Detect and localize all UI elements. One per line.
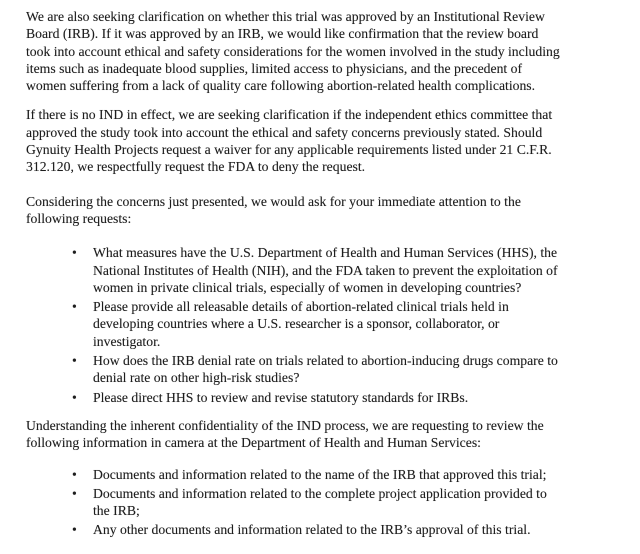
list-item: [72, 298, 628, 350]
bullet-line: Please provide all releasable details of abortion-related clinical trials held in: [93, 299, 509, 315]
list-item: [72, 389, 628, 406]
paragraph-line: Considering the concerns just presented, we would ask for your immediate attention to the: [26, 193, 521, 209]
bullet-line: women in private clinical trials, especially of women in developing countries?: [93, 279, 522, 295]
bullet-marker: •: [72, 245, 77, 261]
bullet-marker: •: [72, 353, 77, 369]
bullet-line: Documents and information related to the name of the IRB that approved this trial;: [93, 466, 547, 482]
list-item: [72, 521, 628, 538]
paragraph-line: If there is no IND in effect, we are seeking clarification if the independent ethics committee that: [26, 107, 553, 123]
paragraph-line: Understanding the inherent confidentiality of the IND process, we are requesting to review the: [26, 417, 544, 433]
bullet-line: Any other documents and information related to the IRB’s approval of this trial.: [93, 522, 531, 538]
list-item-text: [93, 389, 468, 406]
bullet-line: How does the IRB denial rate on trials related to abortion-inducing drugs compare to: [93, 353, 558, 369]
list-item: [72, 244, 628, 296]
list-item-text: [93, 244, 558, 296]
bullet-line: What measures have the U.S. Department of Health and Human Services (HHS), the: [93, 245, 558, 261]
bullet-line: National Institutes of Health (NIH), and the FDA taken to prevent the exploitation of: [93, 262, 558, 278]
bullet-line: Documents and information related to the complete project application provided to: [93, 485, 547, 501]
bullet-marker: •: [72, 299, 77, 315]
list-item-text: [93, 352, 558, 387]
paragraph-line: We are also seeking clarification on whether this trial was approved by an Institutional Review: [26, 9, 545, 24]
bullet-marker: •: [72, 522, 77, 538]
paragraph-line: Gynuity Health Projects request a waiver for any applicable requirements listed under 21 C.F.R.: [26, 142, 552, 158]
list-item: [72, 485, 628, 520]
bullet-line: investigator.: [93, 333, 161, 349]
bullet-marker: •: [72, 485, 77, 501]
paragraph-considering: [26, 193, 628, 228]
paragraph-no-ind: [26, 106, 628, 175]
paragraph-line: Board (IRB). If it was approved by an IRB, we would like confirmation that the review board: [26, 26, 539, 42]
bullet-marker: •: [72, 389, 77, 405]
paragraph-line: approved the study took into account the ethical and safety concerns previously stated. Should: [26, 124, 543, 140]
paragraph-line: following requests:: [26, 210, 132, 226]
in-camera-list: [72, 466, 628, 539]
list-item: [72, 352, 628, 387]
list-item-text: [93, 466, 546, 483]
paragraph-line: items such as inadequate blood supplies, limited access to physicians, and the precedent of: [26, 60, 523, 76]
bullet-marker: •: [72, 466, 77, 482]
paragraph-line: women suffering from a lack of quality care following abortion-related health complications.: [26, 78, 536, 94]
bullet-line: Please direct HHS to review and revise statutory standards for IRBs.: [93, 389, 469, 405]
bullet-line: denial rate on other high-risk studies?: [93, 370, 300, 386]
list-item-text: [93, 298, 509, 350]
paragraph-line: 312.120, we respectfully request the FDA to deny the request.: [26, 159, 366, 175]
paragraph-confidentiality: [26, 417, 628, 452]
requests-list: [72, 244, 628, 406]
list-item: [72, 466, 628, 483]
paragraph-line: took into account ethical and safety considerations for the women involved in the study including: [26, 43, 560, 59]
paragraph-line: following information in camera at the Department of Health and Human Services:: [26, 435, 481, 451]
list-item-text: [93, 485, 547, 520]
list-item-text: [93, 521, 531, 538]
bullet-line: the IRB;: [93, 503, 140, 519]
paragraph-irb-approval: [26, 8, 628, 94]
bullet-line: developing countries where a U.S. researcher is a sponsor, collaborator, or: [93, 316, 500, 332]
